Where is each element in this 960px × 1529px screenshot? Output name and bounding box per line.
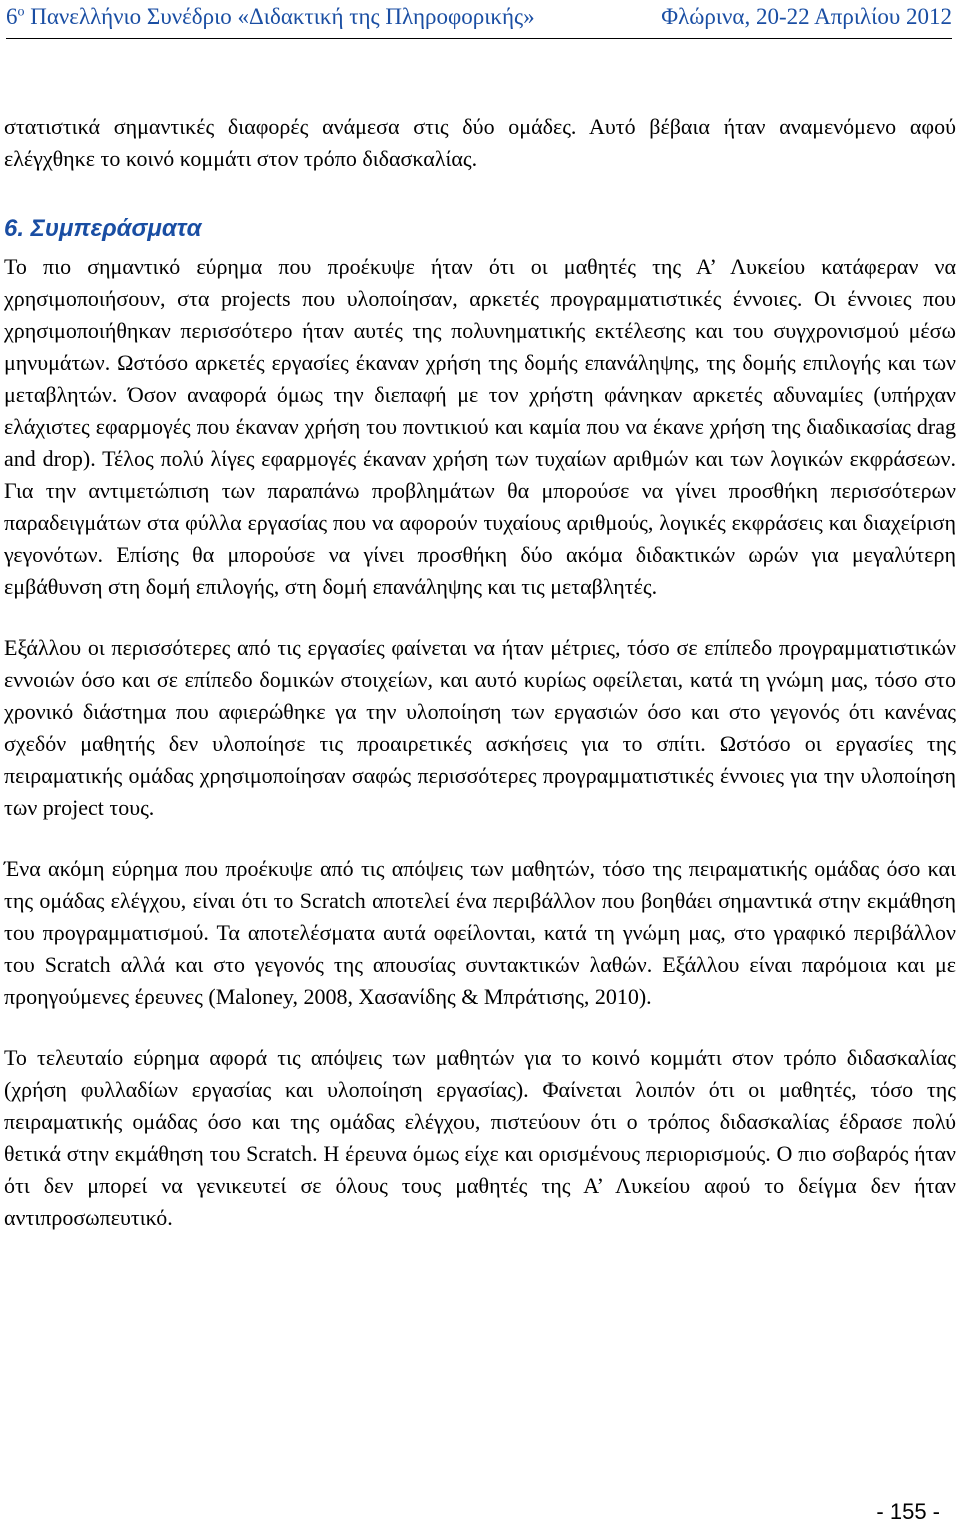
intro-paragraph: στατιστικά σημαντικές διαφορές ανάμεσα στις δύο ομάδες. Αυτό βέβαια ήταν αναμενόμενο αφού ελέγχθηκε το κοινό κομμάτι στον τρόπο διδασκαλίας. (4, 114, 956, 171)
conference-number: 6 (6, 4, 18, 29)
paragraph-3: Ένα ακόμη εύρημα που προέκυψε από τις απόψεις των μαθητών, τόσο της πειραματικής ομάδας όσο και της ομάδας ελέγχου, είναι ότι το Scratch αποτελεί ένα περιβάλλον που βοηθάει σημαντικά στην εκμάθηση του προγραμματισμού. Τα αποτελέσματα αυτά οφείλονται, κατά τη γνώμη μας, στο γραφικό περιβάλλον του Scratch αλλά και στο γεγονός της απουσίας συντακτικών λαθών. Εξάλλου είναι παρόμοια και με προηγούμενες έρευνες (Maloney, 2008, Χασανίδης & Μπράτισης, 2010). (4, 856, 956, 1009)
page-body (4, 111, 956, 1234)
running-header (6, 4, 952, 39)
section-title: 6. Συμπεράσματα (4, 215, 202, 242)
ordinal-superscript: ο (17, 4, 25, 20)
conference-title (6, 4, 535, 30)
page-number: - 155 - (876, 1499, 940, 1524)
conference-name: Πανελλήνιο Συνέδριο «Διδακτική της Πληροφορικής» (24, 4, 535, 29)
paragraph-2: Εξάλλου οι περισσότερες από τις εργασίες φαίνεται να ήταν μέτριες, τόσο σε επίπεδο προγραμματιστικών εννοιών όσο και σε επίπεδο δομικών στοιχείων, και αυτό κυρίως οφείλεται, κατά τη γνώμη μας, τόσο στο χρονικό διάστημα που αφιερώθηκε γα την υλοποίηση των εργασιών όσο και στο γεγονός ότι κανένας σχεδόν μαθητής δεν υλοποίησε τις προαιρετικές ασκήσεις για το σπίτι. Ωστόσο οι εργασίες της πειραματικής ομάδας χρησιμοποίησαν σαφώς περισσότερες προγραμματιστικές έννοιες για την υλοποίηση των project τους. (4, 635, 956, 820)
paragraph-4: Το τελευταίο εύρημα αφορά τις απόψεις των μαθητών για το κοινό κομμάτι στον τρόπο διδασκαλίας (χρήση φυλλαδίων εργασίας και υλοποίηση εργασίας). Φαίνεται λοιπόν ότι οι μαθητές, τόσο της πειραματικής ομάδας όσο και της ομάδας ελέγχου, πιστεύουν ότι ο τρόπος διδασκαλίας έδρασε πολύ θετικά στην εκμάθηση του Scratch. Η έρευνα όμως είχε και ορισμένους περιορισμούς. Ο πιο σοβαρός ήταν ότι δεν μπορεί να γενικευτεί σε όλους τους μαθητές της Α’ Λυκείου αφού το δείγμα δεν ήταν αντιπροσωπευτικό. (4, 1045, 956, 1230)
paragraph-1: Το πιο σημαντικό εύρημα που προέκυψε ήταν ότι οι μαθητές της Α’ Λυκείου κατάφεραν να χρησιμοποιήσουν, στα projects που υλοποίησαν, αρκετές προγραμματιστικές έννοιες. Οι έννοιες που χρησιμοποιήθηκαν περισσότερο ήταν αυτές της πολυνηματικής εκτέλεσης και του συγχρονισμού μέσω μηνυμάτων. Ωστόσο αρκετές εργασίες έκαναν χρήση της δομής επανάληψης, της δομής επιλογής και των μεταβλητών. Όσον αναφορά όμως την διεπαφή με τον χρήστη φάνηκαν αρκετές αδυναμίες (υπήρχαν ελάχιστες εφαρμογές που έκαναν χρήση του ποντικιού και καμία που να έκανε χρήση της διαδικασίας drag and drop). Τέλος πολύ λίγες εφαρμογές έκαναν χρήση των τυχαίων αριθμών και των λογικών εκφράσεων. Για την αντιμετώπιση των παραπάνω προβλημάτων θα μπορούσε να γίνει προσθήκη περισσότερων παραδειγμάτων στα φύλλα εργασίας που να αφορούν τυχαίους αριθμούς, λογικές εκφράσεις και διαχείριση γεγονότων. Επίσης θα μπορούσε να γίνει προσθήκη δύο ακόμα διδακτικών ωρών για μεγαλύτερη εμβάθυνση στη δομή επιλογής, στη δομή επανάληψης και τις μεταβλητές. (4, 254, 956, 599)
conference-location-date: Φλώρινα, 20-22 Απριλίου 2012 (661, 4, 952, 29)
